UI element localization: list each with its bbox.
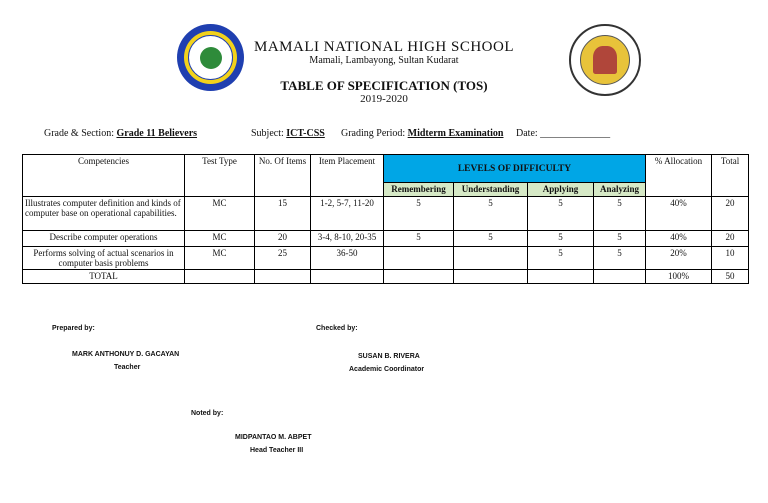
school-address: Mamali, Lambayong, Sultan Kudarat [309, 55, 459, 66]
table-row: Describe computer operations MC 20 3-4, 8-10, 20-35 5 5 5 5 40% 20 [23, 231, 749, 247]
document-title: TABLE OF SPECIFICATION (TOS) [280, 78, 488, 93]
header-understanding: Understanding [454, 183, 528, 197]
total-row [23, 270, 749, 284]
noted-by-role: Head Teacher III [250, 447, 304, 454]
checked-by-role: Academic Coordinator [349, 366, 425, 373]
checked-by-label: Checked by: [316, 325, 358, 332]
header-analyzing: Analyzing [594, 183, 646, 197]
grade-section: Grade & Section: Grade 11 Believers [44, 128, 198, 139]
checked-by-name: SUSAN B. RIVERA [358, 353, 420, 360]
grading-period: Grading Period: Midterm Examination [341, 128, 504, 139]
date-blank: ______________ [540, 128, 611, 139]
total-allocation: 100% [646, 270, 712, 284]
prepared-by-role: Teacher [114, 364, 141, 371]
date-field: Date: ______________ [516, 128, 611, 139]
noted-by-name: MIDPANTAO M. ABPET [235, 434, 312, 441]
tos-table [22, 154, 749, 284]
header-test-type: Test Type [185, 155, 255, 197]
header-no-items: No. Of Items [255, 155, 311, 197]
prepared-by-label: Prepared by: [52, 325, 95, 332]
header-item-placement: Item Placement [311, 155, 384, 197]
school-name: MAMALI NATIONAL HIGH SCHOOL [253, 39, 514, 55]
subject: Subject: ICT-CSS [251, 128, 325, 139]
table-row: Illustrates computer definition and kinds of computer base on operational capabilities. MC 15 1-2, 5-7, 11-20 5 5 5 5 40% 20 [23, 197, 749, 231]
table-row: Performs solving of actual scenarios in computer basis problems MC 25 36-50 5 5 20% 10 [23, 247, 749, 270]
header-competencies: Competencies [23, 155, 185, 197]
header-allocation: % Allocation [646, 155, 712, 197]
subject-value: ICT-CSS [286, 128, 325, 139]
header-levels-of-difficulty: LEVELS OF DIFFICULTY [384, 155, 646, 183]
competency-cell: Performs solving of actual scenarios in computer basis problems [23, 247, 185, 270]
competency-cell: Illustrates computer definition and kinds of computer base on operational capabilities. [23, 197, 185, 231]
header-total: Total [712, 155, 749, 197]
grading-period-value: Midterm Examination [407, 128, 504, 139]
total-label: TOTAL [23, 270, 185, 284]
grand-total: 50 [712, 270, 749, 284]
competency-cell: Describe computer operations [23, 231, 185, 247]
header-remembering: Remembering [384, 183, 454, 197]
school-year: 2019-2020 [360, 93, 408, 105]
grade-section-value: Grade 11 Believers [116, 128, 198, 139]
prepared-by-name: MARK ANTHONUY D. GACAYAN [72, 351, 180, 358]
header-applying: Applying [528, 183, 594, 197]
noted-by-label: Noted by: [191, 410, 224, 417]
